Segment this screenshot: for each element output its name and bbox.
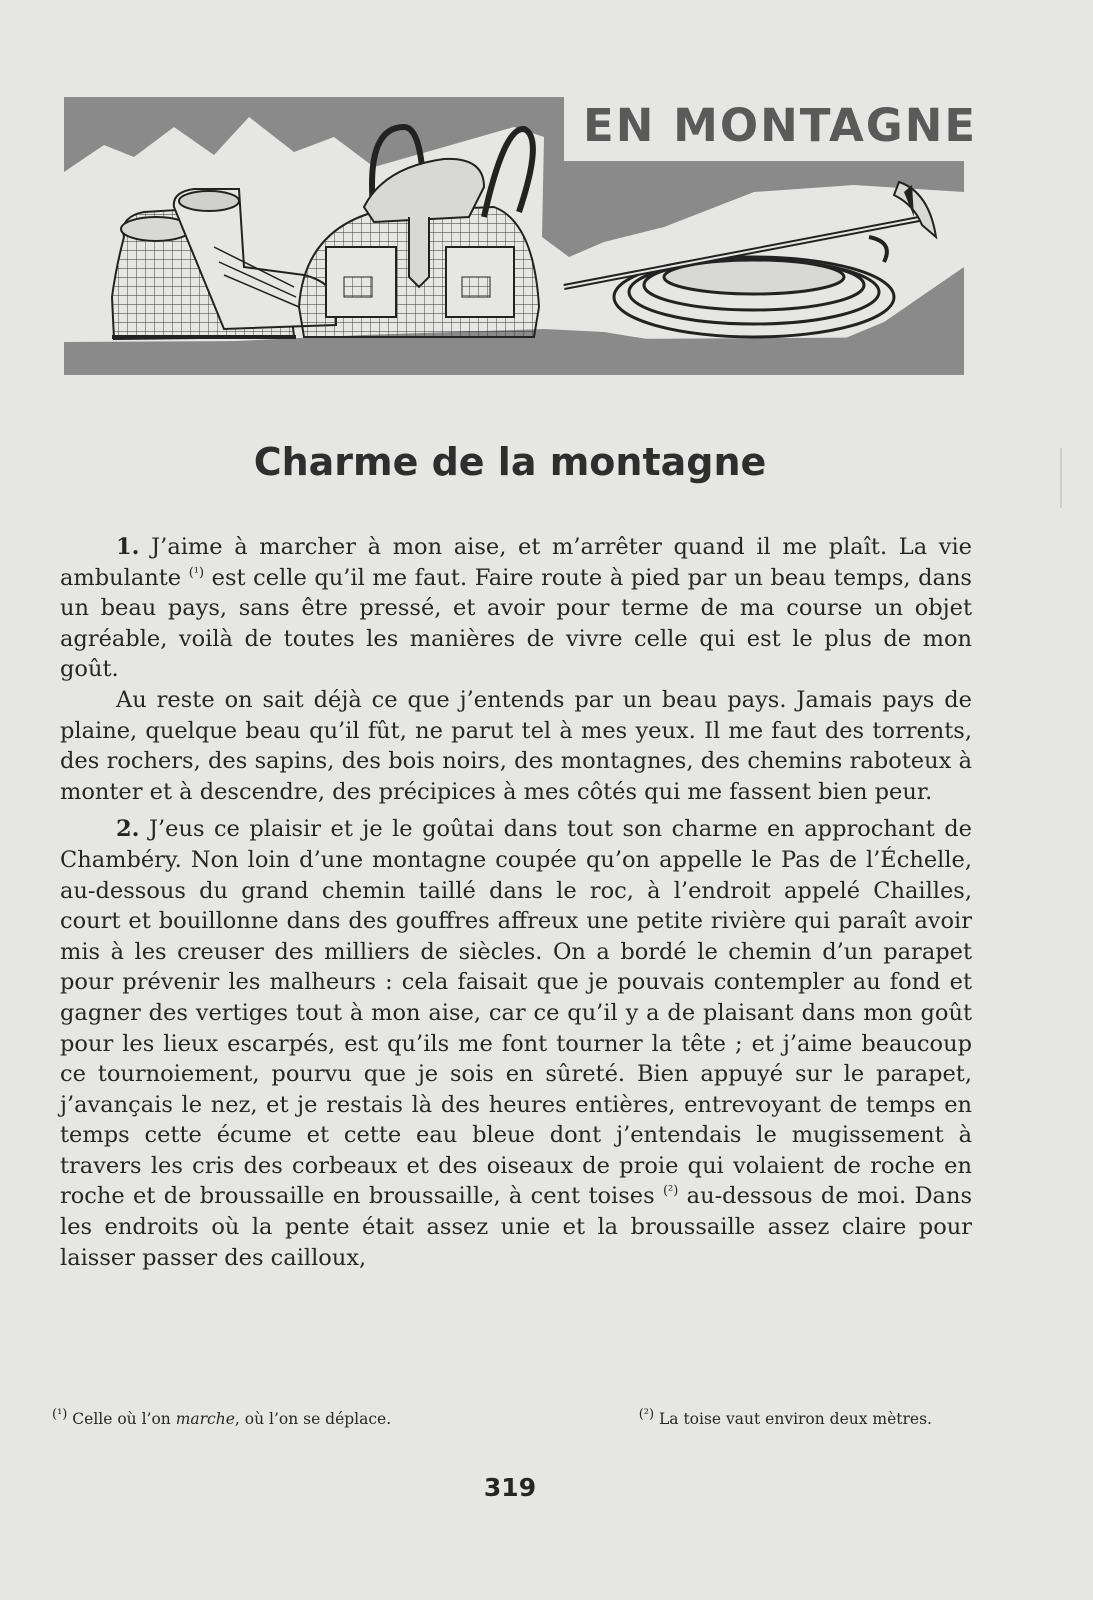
footnote-1 [52, 1406, 392, 1428]
paragraph-text: J’aime à marcher à mon aise, et m’arrêter quand il me plaît. La vie ambulante [60, 534, 972, 591]
footnote-mark: (¹) [52, 1406, 68, 1422]
footnote-2 [638, 1406, 952, 1428]
footnote-ref: (¹) [188, 565, 205, 581]
footnote-emphasis: marche [175, 1410, 235, 1428]
margin-mark [1060, 448, 1062, 508]
section-number: 1. [116, 534, 140, 560]
paragraph-text: J’eus ce plaisir et je le goûtai dans tout son charme en approchant de Chambéry. Non loin d’une montagne coupée qu’on appelle le Pas de l’Échelle, au-dessous du grand chemin taillé dans le roc, à l’endroit appelé Chailles, court et bouillonne dans des gouffres affreux une petite rivière qui paraît avoir mis à les creuser des milliers de siècles. On a bordé le chemin d’un parapet pour prévenir les malheurs : cela faisait que je pouvais contempler au fond et gagner des vertiges tout à mon aise, car ce qu’il y a de plaisant dans mon goût pour les lieux escarpés, est qu’ils me font tourner la tête ; et j’aime beaucoup ce tournoiement, pourvu que je sois en sûreté. Bien appuyé sur le parapet, j’avançais le nez, et je restais là des heures entières, entrevoyant de temps en temps cette écume et cette eau bleue dont j’entendais le mugissement à travers les cris des corbeaux et des oiseaux de proie qui volaient de roche en roche et de broussaille en broussaille, à cent toises [60, 816, 972, 1210]
paragraph: Au reste on sait déjà ce que j’entends par un beau pays. Jamais pays de plaine, quelque beau qu’il fût, ne parut tel à mes yeux. Il me faut des torrents, des rochers, des sapins, des bois noirs, des montagnes, des chemins raboteux à monter et à descendre, des précipices à mes côtés qui me fassent bien peur. [60, 686, 972, 805]
footnotes [52, 1406, 952, 1428]
paragraph [60, 814, 972, 1273]
footnote-text: Celle où l’on [67, 1410, 176, 1428]
paragraph [60, 532, 972, 685]
paragraph-text: est celle qu’il me faut. Faire route à pied par un beau temps, dans un beau pays, sans être pressé, et avoir pour terme de ma course un objet agréable, voilà de toutes les manières de vivre celle qui est le plus de mon goût. [60, 564, 972, 683]
body-text [60, 532, 972, 1273]
footnote-text: La toise vaut environ deux mètres. [654, 1410, 932, 1428]
footnote-text: , où l’on se déplace. [234, 1410, 392, 1428]
header-illustration [64, 97, 978, 375]
footnote-ref: (²) [662, 1183, 679, 1199]
chapter-title: Charme de la montagne [253, 440, 767, 484]
section-title: EN MONTAGNE [583, 99, 978, 152]
footnote-mark: (²) [638, 1406, 655, 1422]
section-number: 2. [116, 816, 140, 843]
page-number: 319 [483, 1473, 537, 1502]
paragraph-text: au-dessous de moi. Dans les endroits où la pente était assez unie et la broussaille assez claire pour laisser passer des cailloux, [60, 1183, 973, 1271]
